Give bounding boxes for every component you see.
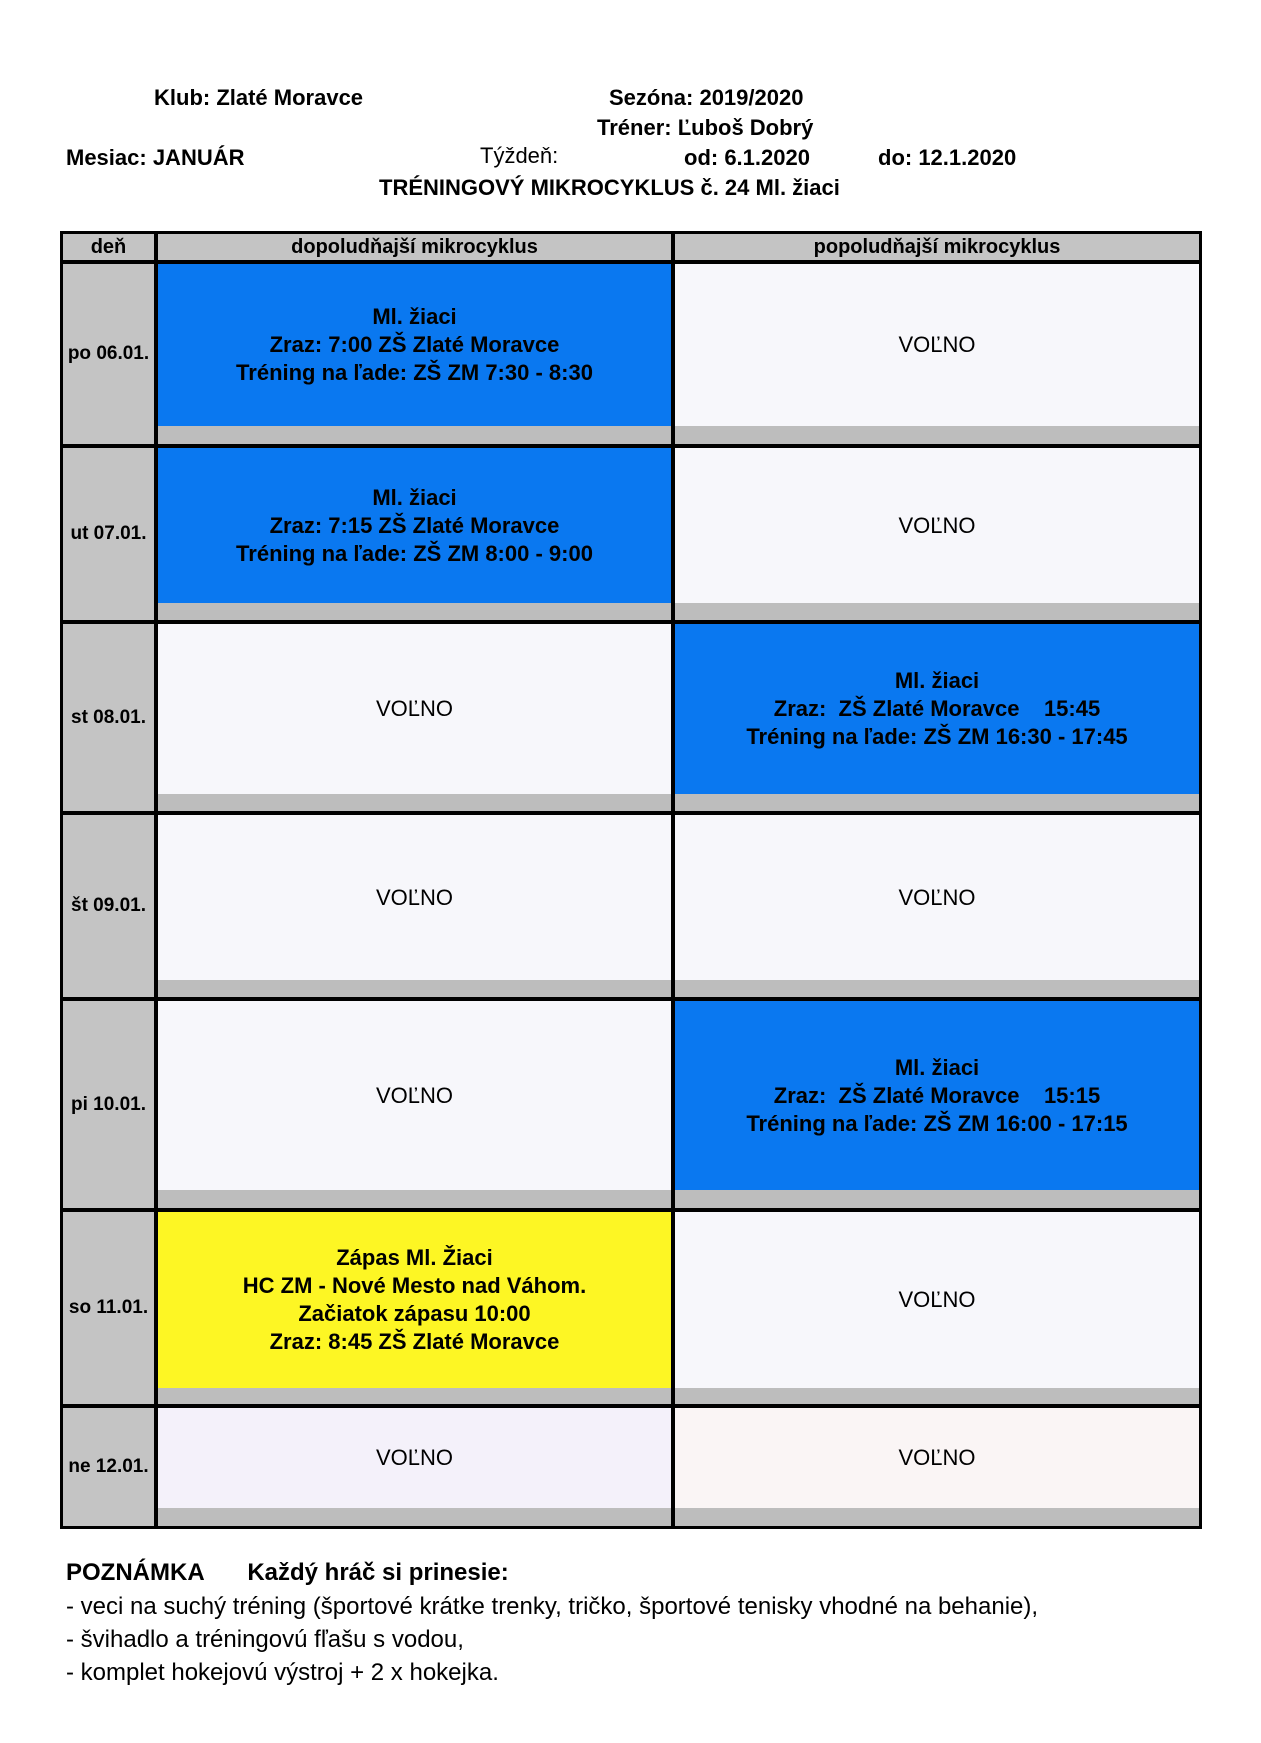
- afternoon-session: VOĽNO: [675, 264, 1199, 426]
- note-item: - veci na suchý tréning (športové krátke trenky, tričko, športové tenisky vhodné na behanie),: [66, 1593, 1039, 1620]
- row-separator: [675, 1388, 1199, 1404]
- row-separator: [158, 794, 671, 811]
- column-header-morning: dopoludňajší mikrocyklus: [158, 234, 671, 260]
- note-item: - švihadlo a tréningovú fľašu s vodou,: [66, 1626, 464, 1653]
- day-cell: st 08.01.: [63, 624, 154, 811]
- day-cell: po 06.01.: [63, 264, 154, 444]
- note-heading: [66, 1559, 509, 1587]
- date-to: do: 12.1.2020: [878, 145, 1017, 170]
- row-separator: [675, 1190, 1199, 1208]
- day-cell: so 11.01.: [63, 1212, 154, 1404]
- season-label: Sezóna: 2019/2020: [609, 85, 804, 110]
- morning-session: VOĽNO: [158, 624, 671, 794]
- note-subtitle: Každý hráč si prinesie:: [247, 1559, 509, 1586]
- morning-session: VOĽNO: [158, 1001, 671, 1190]
- row-separator: [158, 1190, 671, 1208]
- row-separator: [158, 1388, 671, 1404]
- day-cell: pi 10.01.: [63, 1001, 154, 1208]
- day-cell: št 09.01.: [63, 815, 154, 997]
- date-from: od: 6.1.2020: [684, 145, 810, 170]
- week-label: Týždeň:: [480, 143, 559, 168]
- note-title: POZNÁMKA: [66, 1559, 205, 1586]
- row-separator: [675, 603, 1199, 620]
- row-separator: [675, 980, 1199, 997]
- morning-session: VOĽNO: [158, 1408, 671, 1508]
- row-separator: [158, 603, 671, 620]
- coach-label: Tréner: Ľuboš Dobrý: [597, 115, 814, 140]
- afternoon-session: VOĽNO: [675, 1212, 1199, 1388]
- club-label: Klub: Zlaté Moravce: [154, 85, 364, 110]
- schedule-table: [60, 231, 1202, 1529]
- day-cell: ut 07.01.: [63, 448, 154, 620]
- note-item: - komplet hokejovú výstroj + 2 x hokejka.: [66, 1659, 499, 1686]
- afternoon-session: VOĽNO: [675, 448, 1199, 603]
- morning-session: VOĽNO: [158, 815, 671, 980]
- row-separator: [158, 426, 671, 444]
- day-cell: ne 12.01.: [63, 1408, 154, 1526]
- afternoon-session: Ml. žiaci Zraz: ZŠ Zlaté Moravce 15:15 Tréning na ľade: ZŠ ZM 16:00 - 17:15: [675, 1001, 1199, 1190]
- row-separator: [158, 980, 671, 997]
- match-session: Zápas Ml. Žiaci HC ZM - Nové Mesto nad Váhom. Začiatok zápasu 10:00 Zraz: 8:45 ZŠ Zlaté Moravce: [158, 1212, 671, 1388]
- column-header-day: deň: [63, 234, 154, 260]
- document-title: TRÉNINGOVÝ MIKROCYKLUS č. 24 Ml. žiaci: [379, 175, 840, 200]
- row-separator: [675, 426, 1199, 444]
- morning-session: Ml. žiaci Zraz: 7:00 ZŠ Zlaté Moravce Tréning na ľade: ZŠ ZM 7:30 - 8:30: [158, 264, 671, 426]
- row-separator: [675, 1508, 1199, 1526]
- afternoon-session: VOĽNO: [675, 1408, 1199, 1508]
- afternoon-session: VOĽNO: [675, 815, 1199, 980]
- row-separator: [675, 794, 1199, 811]
- row-separator: [158, 1508, 671, 1526]
- column-header-afternoon: popoludňajší mikrocyklus: [675, 234, 1199, 260]
- afternoon-session: Ml. žiaci Zraz: ZŠ Zlaté Moravce 15:45 Tréning na ľade: ZŠ ZM 16:30 - 17:45: [675, 624, 1199, 794]
- morning-session: Ml. žiaci Zraz: 7:15 ZŠ Zlaté Moravce Tréning na ľade: ZŠ ZM 8:00 - 9:00: [158, 448, 671, 603]
- month-label: Mesiac: JANUÁR: [66, 145, 245, 170]
